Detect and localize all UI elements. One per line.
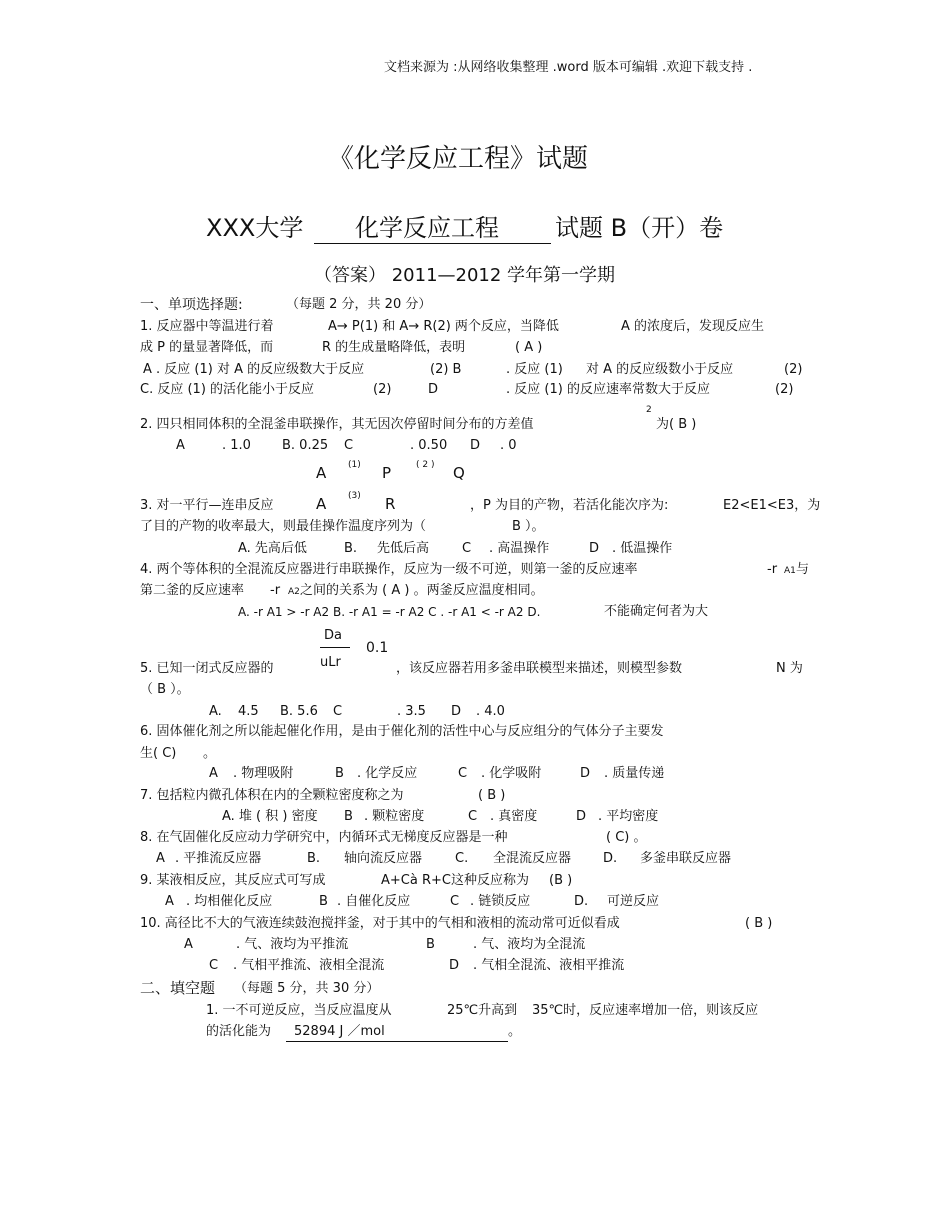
q4-line1-end: 与 — [796, 562, 810, 577]
q3-opt-b: 先低后高 — [377, 541, 430, 556]
q3-answer: B ）。 — [512, 519, 545, 534]
q10-opt-b: . 气、液均为全混流 — [473, 937, 586, 952]
q1-line1a: 1. 反应器中等温进行着 — [140, 319, 274, 334]
q7-opt-a: A. 堆 ( 积 ) 密度 — [222, 809, 318, 824]
q10-answer: ( B ) — [745, 916, 773, 931]
scheme-a2: A — [316, 495, 327, 513]
q6-opt-b-mark: B — [335, 766, 344, 781]
q7-opt-d-mark: D — [576, 809, 587, 824]
q2-line1: 2. 四只相同体积的全混釜串联操作，其无因次停留时间分布的方差值 — [140, 417, 534, 432]
q9-opt-a-mark: A — [165, 894, 174, 909]
q5-line1a: 5. 已知一闭式反应器的 — [140, 661, 274, 676]
q4-line2a: 第二釜的反应速率 — [140, 583, 245, 598]
q2-opt-a-val: . 1.0 — [222, 438, 251, 453]
f1-line1b: 25℃升高到 — [447, 1003, 518, 1018]
q2-opt-b: B. 0.25 — [282, 438, 329, 453]
q6-opt-a-mark: A — [209, 766, 218, 781]
q10-opt-d: . 气相全混流、液相平推流 — [473, 958, 625, 973]
f1-line1c: 35℃时，反应速率增加一倍，则该反应 — [532, 1003, 759, 1018]
q8-answer: ( C) 。 — [606, 830, 647, 845]
q3-line2: 了目的产物的收率最大，则最佳操作温度序列为（ — [140, 519, 427, 534]
q8-opt-c: 全混流反应器 — [493, 851, 572, 866]
q7-opt-c-mark: C — [468, 809, 478, 824]
q2-opt-d: D — [470, 438, 481, 453]
q4-rate2-sub: A2 — [288, 587, 300, 597]
q5-opt-d: D — [451, 704, 462, 719]
scheme-k2: ( 2 ) — [416, 460, 435, 470]
q5-line1b: ，该反应器若用多釜串联模型来描述，则模型参数 — [396, 661, 683, 676]
q5-value: 0.1 — [366, 640, 389, 656]
course-underline — [314, 243, 551, 244]
subtitle-school: XXX大学 — [206, 214, 304, 242]
q3-opt-d-mark: D — [589, 541, 600, 556]
q6-opt-b: . 化学反应 — [357, 766, 418, 781]
q1-option-b-2: 对 A 的反应级数小于反应 — [586, 362, 734, 377]
q2-opt-d-val: . 0 — [500, 438, 517, 453]
q9-opt-b-mark: B — [319, 894, 328, 909]
f1-line1a: 1. 一不可逆反应，当反应温度从 — [206, 1003, 392, 1018]
q8-opt-b: 轴向流反应器 — [344, 851, 423, 866]
q1-option-c: C. 反应 (1) 的活化能小于反应 — [140, 382, 315, 397]
q5-line1c: N 为 — [776, 661, 803, 676]
q3-line1b: ，P 为目的产物，若活化能次序为: — [470, 498, 669, 513]
q3-opt-d: . 低温操作 — [612, 541, 673, 556]
q5-frac-bar — [320, 647, 350, 648]
q9-answer: (B ) — [549, 873, 573, 888]
q1-option-d-mark: D — [428, 382, 439, 397]
q10-opt-a: . 气、液均为平推流 — [236, 937, 349, 952]
q3-line1c: E2<E1<E3，为 — [723, 498, 821, 513]
q7-opt-c: . 真密度 — [490, 809, 538, 824]
q5-opt-d-val: . 4.0 — [476, 704, 505, 719]
q8-opt-a-mark: A — [156, 851, 165, 866]
q1-option-b-3: (2) — [784, 362, 803, 377]
q10-opt-b-mark: B — [426, 937, 435, 952]
q1-option-d-2: (2) — [775, 382, 794, 397]
f1-line2a: 的活化能为 — [206, 1024, 272, 1039]
q8-opt-b-mark: B. — [307, 851, 321, 866]
q3-line1a: 3. 对一平行—连串反应 — [140, 498, 274, 513]
scheme-k3: (3) — [348, 491, 361, 501]
f1-answer-underline — [286, 1041, 508, 1042]
q8-opt-d: 多釜串联反应器 — [640, 851, 732, 866]
q6-line2-end: 。 — [203, 746, 217, 761]
q5-answer: （ B ）。 — [140, 682, 190, 697]
q4-rate2: -r — [270, 583, 281, 598]
scheme-a1: A — [316, 464, 327, 482]
section2-score: （每题 5 分，共 30 分） — [234, 981, 380, 996]
q9-opt-a: . 均相催化反应 — [186, 894, 273, 909]
q1-option-d: . 反应 (1) 的反应速率常数大于反应 — [506, 382, 710, 397]
q9-line1b: A+Cà R+C这种反应称为 — [381, 873, 529, 888]
section1-title: 一、单项选择题: — [140, 297, 243, 313]
scheme-q: Q — [453, 464, 465, 482]
q5-frac-num: Da — [324, 628, 342, 643]
q3-opt-a: A. 先高后低 — [238, 541, 307, 556]
q10-opt-c-mark: C — [209, 958, 219, 973]
q9-opt-d: 可逆反应 — [607, 894, 660, 909]
q4-option-d: 不能确定何者为大 — [604, 604, 709, 619]
q2-opt-c-val: . 0.50 — [410, 438, 448, 453]
q7-opt-d: . 平均密度 — [598, 809, 659, 824]
q1-line1c: A 的浓度后，发现反应生 — [621, 319, 765, 334]
q9-line1: 9. 某液相反应，其反应式可写成 — [140, 873, 326, 888]
q8-opt-c-mark: C. — [455, 851, 469, 866]
q5-opt-a-val: 4.5 — [238, 704, 259, 719]
q6-line2: 生( C) — [140, 746, 177, 761]
subtitle-course: 化学反应工程 — [355, 214, 499, 242]
q10-opt-a-mark: A — [184, 937, 193, 952]
q1-option-a: A . 反应 (1) 对 A 的反应级数大于反应 — [143, 362, 365, 377]
f1-answer: 52894 J ／mol — [294, 1024, 385, 1039]
q8-opt-d-mark: D. — [603, 851, 618, 866]
q7-opt-b: . 颗粒密度 — [364, 809, 425, 824]
q6-line1: 6. 固体催化剂之所以能起催化作用，是由于催化剂的活性中心与反应组分的气体分子主要发 — [140, 724, 664, 739]
q9-opt-c: . 链锁反应 — [470, 894, 531, 909]
q5-opt-c-val: . 3.5 — [397, 704, 426, 719]
scheme-k1: (1) — [348, 460, 361, 470]
q6-opt-c: . 化学吸附 — [481, 766, 542, 781]
q1-answer: ( A ) — [515, 340, 543, 355]
q1-line2a: 成 P 的量显著降低，而 — [140, 340, 274, 355]
q2-superscript: 2 — [646, 405, 652, 415]
q1-option-b-mark: (2) B — [430, 362, 462, 377]
q1-option-b-1: . 反应 (1) — [506, 362, 563, 377]
q1-line2b: R 的生成量略降低，表明 — [322, 340, 466, 355]
q4-rate1: -r — [767, 562, 778, 577]
q7-opt-b-mark: B — [344, 809, 353, 824]
header-note: 文档来源为 :从网络收集整理 .word 版本可编辑 .欢迎下载支持 . — [384, 60, 753, 75]
q8-line1: 8. 在气固催化反应动力学研究中，内循环式无梯度反应器是一种 — [140, 830, 508, 845]
q10-line1: 10. 高径比不大的气液连续鼓泡搅拌釜，对于其中的气相和液相的流动常可近似看成 — [140, 916, 620, 931]
page-title: 《化学反应工程》试题 — [328, 144, 589, 174]
q2-answer: 为( B ) — [656, 417, 697, 432]
q6-opt-d: . 质量传递 — [604, 766, 665, 781]
q9-opt-d-mark: D. — [574, 894, 589, 909]
q10-opt-d-mark: D — [449, 958, 460, 973]
scheme-p: P — [382, 464, 392, 482]
subtitle-suffix: 试题 B（开）卷 — [555, 214, 724, 242]
q9-opt-c-mark: C — [450, 894, 460, 909]
q3-opt-b-mark: B. — [344, 541, 358, 556]
q6-opt-d-mark: D — [580, 766, 591, 781]
q6-opt-a: . 物理吸附 — [233, 766, 294, 781]
q10-opt-c: . 气相平推流、液相全混流 — [233, 958, 385, 973]
q2-opt-c: C — [344, 438, 354, 453]
q2-opt-a: A — [176, 438, 185, 453]
q4-line2b: 之间的关系为 ( A ) 。两釜反应温度相同。 — [300, 583, 544, 598]
term-line: （答案） 2011—2012 学年第一学期 — [314, 265, 616, 286]
q4-rate1-sub: A1 — [784, 566, 796, 576]
q1-option-c-2: (2) — [373, 382, 392, 397]
q6-opt-c-mark: C — [458, 766, 468, 781]
q7-line1: 7. 包括粒内微孔体积在内的全颗粒密度称之为 — [140, 788, 404, 803]
q5-opt-a: A. — [209, 704, 222, 719]
q5-frac-den: uLr — [320, 655, 341, 670]
section2-title: 二、填空题 — [140, 979, 216, 997]
q8-opt-a: . 平推流反应器 — [175, 851, 262, 866]
q1-line1b: A→ P(1) 和 A→ R(2) 两个反应，当降低 — [328, 319, 559, 334]
q4-options: A. -r A1 > -r A2 B. -r A1 = -r A2 C . -r A1 < -r A2 D. — [238, 605, 541, 619]
q9-opt-b: . 自催化反应 — [337, 894, 411, 909]
q4-line1: 4. 两个等体积的全混流反应器进行串联操作，反应为一级不可逆，则第一釜的反应速率 — [140, 562, 638, 577]
q5-opt-b: B. 5.6 — [280, 704, 318, 719]
q3-opt-c: . 高温操作 — [489, 541, 550, 556]
section1-score: （每题 2 分，共 20 分） — [286, 297, 432, 312]
q7-answer: ( B ) — [478, 788, 506, 803]
q5-opt-c: C — [333, 704, 343, 719]
q3-opt-c-mark: C — [462, 541, 472, 556]
f1-line2-end: 。 — [508, 1024, 522, 1039]
scheme-r: R — [385, 495, 396, 513]
